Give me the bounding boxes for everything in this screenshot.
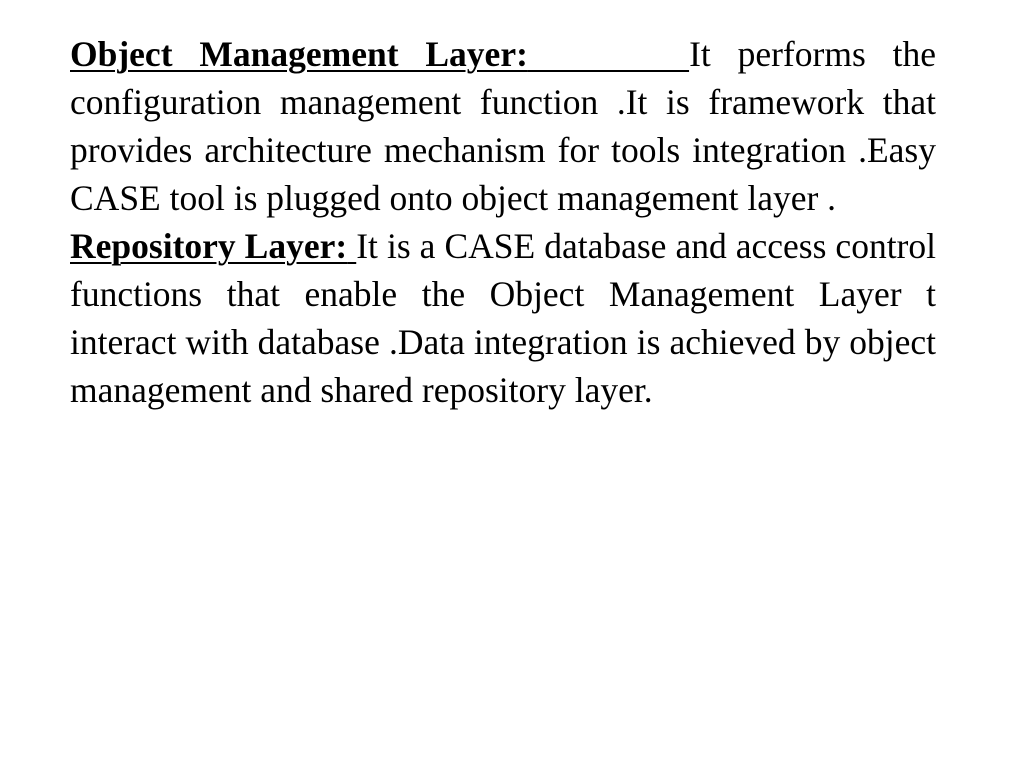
repository-layer-description: It is a CASE database and access control functions that enable the Object Management Layer t interact with database .Data integration is achieved by object management and shared repository layer. — [70, 226, 936, 410]
underline-gap — [528, 34, 689, 74]
object-management-layer-description: It performs the configuration management function .It is framework that provides architecture mechanism for tools integration .Easy CASE tool is plugged onto object management layer . — [70, 34, 936, 218]
repository-layer-term: Repository Layer: — [70, 226, 348, 266]
repository-layer-paragraph — [70, 222, 936, 414]
slide-content — [70, 30, 936, 414]
object-management-layer-paragraph — [70, 30, 936, 222]
object-management-layer-term: Object Management Layer: — [70, 34, 528, 74]
underline-gap — [347, 226, 356, 266]
